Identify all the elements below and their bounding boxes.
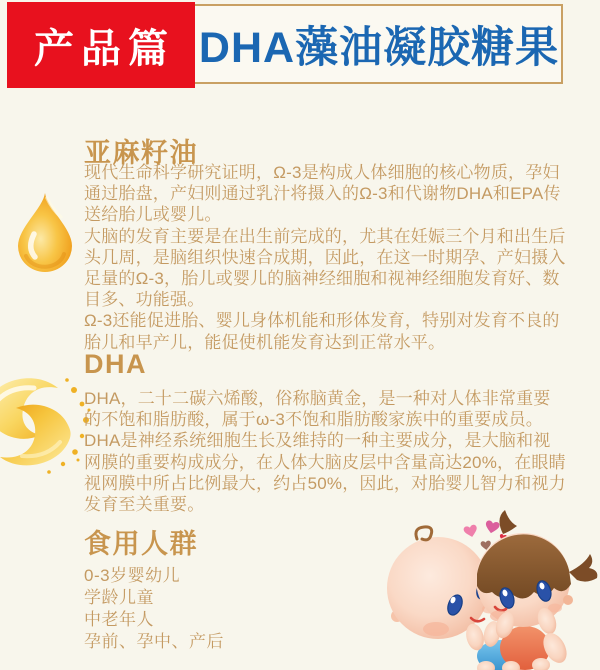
- flaxseed-section-text: [84, 162, 566, 353]
- audience-list-item: 孕前、孕中、产后: [84, 632, 224, 651]
- dha-section-heading: DHA: [84, 349, 147, 379]
- audience-list: [84, 565, 224, 653]
- audience-list-item: 0-3岁婴幼儿: [84, 566, 181, 585]
- flaxseed-section-heading: 亚麻籽油: [84, 138, 198, 168]
- oil-drop-icon: [12, 192, 78, 272]
- audience-section-heading: 食用人群: [84, 529, 198, 559]
- flaxseed-paragraph: Ω-3还能促进胎、婴儿身体机能和形体发育，特别对发育不良的胎儿和早产儿，能促使机能发育达到正常水平。: [84, 311, 560, 352]
- audience-list-item: 学龄儿童: [84, 588, 154, 607]
- babies-illustration: [383, 508, 600, 670]
- dha-section-text: [84, 388, 566, 515]
- audience-list-item: 中老年人: [84, 610, 154, 629]
- page-title: DHA藻油凝胶糖果: [198, 23, 560, 72]
- flaxseed-paragraph: 大脑的发育主要是在出生前完成的，尤其在妊娠三个月和出生后头几周，是脑组织快速合成期，因此，在这一时期孕、产妇摄入足量的Ω-3，胎儿或婴儿的脑神经细胞和视神经细胞发育好、数目多、功能强。: [84, 226, 566, 310]
- flaxseed-paragraph: 现代生命科学研究证明，Ω-3是构成人体细胞的核心物质，孕妇通过胎盘，产妇则通过乳汁将摄入的Ω-3和代谢物DHA和EPA传送给胎儿或婴儿。: [84, 163, 561, 225]
- oil-swirl-icon: [0, 362, 92, 482]
- dha-paragraph: DHA，二十二碳六烯酸，俗称脑黄金，是一种对人体非常重要的不饱和脂肪酸，属于ω-3不饱和脂肪酸家族中的重要成员。DHA是神经系统细胞生长及维持的一种主要成分，是大脑和视网膜的重要构成成分，在人体大脑皮层中含量高达20%，在眼睛视网膜中所占比例最大，约占50%，因此，对胎婴儿智力和视力发育至关重要。: [84, 389, 566, 515]
- chapter-badge: 产品篇: [7, 2, 195, 88]
